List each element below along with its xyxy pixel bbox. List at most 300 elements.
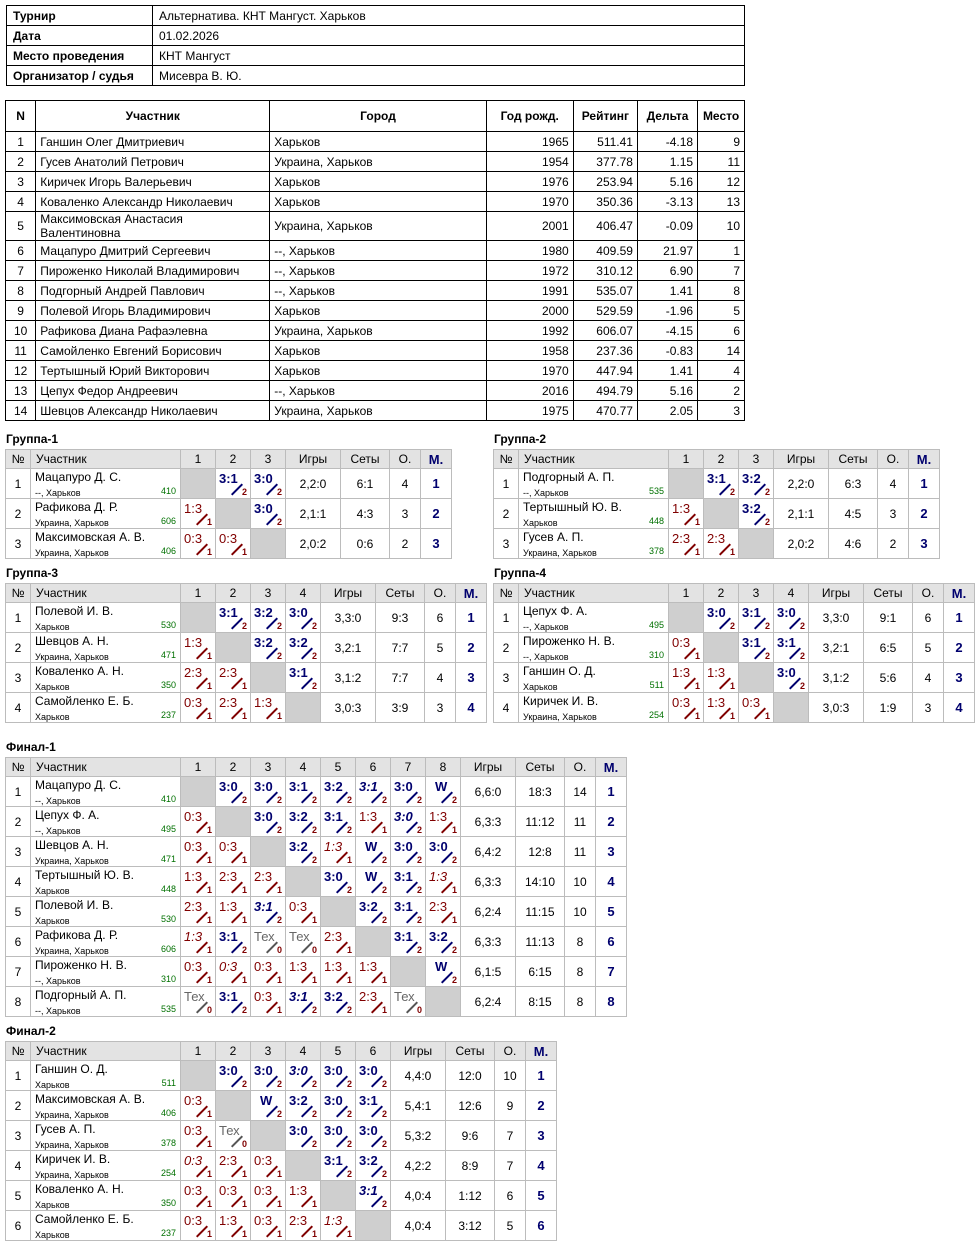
match-cell[interactable] bbox=[216, 469, 251, 499]
match-cell[interactable] bbox=[251, 1151, 286, 1181]
match-points: 2 bbox=[381, 885, 387, 895]
participant-name[interactable]: Ганшин О. Д. bbox=[35, 1062, 108, 1076]
participant-name[interactable]: Полевой И. В. bbox=[35, 898, 114, 912]
match-cell[interactable] bbox=[181, 1091, 216, 1121]
match-cell[interactable] bbox=[251, 897, 286, 927]
group-header-row bbox=[6, 1042, 557, 1061]
participant-name[interactable]: Киричек И. В. bbox=[35, 1152, 111, 1166]
match-score: 1:3 bbox=[219, 899, 238, 914]
match-cell[interactable] bbox=[774, 633, 809, 663]
match-cell[interactable] bbox=[391, 867, 426, 897]
match-cell[interactable] bbox=[391, 897, 426, 927]
table-cell: 9 bbox=[698, 132, 745, 152]
participant-name[interactable]: Цепух Ф. А. bbox=[523, 604, 588, 618]
group-title: Финал-1 bbox=[6, 740, 56, 754]
match-cell[interactable] bbox=[704, 469, 739, 499]
table-row bbox=[6, 361, 745, 381]
match-cell[interactable] bbox=[251, 927, 286, 957]
match-cell[interactable] bbox=[286, 1211, 321, 1241]
match-cell[interactable] bbox=[704, 663, 739, 693]
match-cell[interactable] bbox=[356, 957, 391, 987]
points-value: 3 bbox=[913, 693, 944, 723]
match-cell[interactable] bbox=[739, 603, 774, 633]
table-row bbox=[6, 301, 745, 321]
match-cell[interactable] bbox=[216, 529, 251, 559]
participant-cell bbox=[31, 957, 181, 987]
table-cell: 8 bbox=[698, 281, 745, 301]
match-points: 2 bbox=[311, 795, 317, 805]
match-cell[interactable] bbox=[669, 693, 704, 723]
match-cell[interactable] bbox=[181, 897, 216, 927]
match-points: 1 bbox=[694, 517, 700, 527]
match-cell[interactable] bbox=[356, 837, 391, 867]
match-points: 1 bbox=[206, 1229, 212, 1239]
place-value: 1 bbox=[421, 469, 452, 499]
group-table bbox=[5, 757, 627, 1017]
match-cell[interactable] bbox=[321, 1211, 356, 1241]
match-cell[interactable] bbox=[356, 867, 391, 897]
match-score: 2:3 bbox=[324, 929, 343, 944]
match-cell[interactable] bbox=[286, 603, 321, 633]
match-cell[interactable] bbox=[286, 777, 321, 807]
participant-name[interactable]: Тертышный Ю. В. bbox=[523, 500, 622, 514]
table-row bbox=[6, 633, 487, 663]
match-cell[interactable] bbox=[181, 867, 216, 897]
match-cell[interactable] bbox=[321, 1061, 356, 1091]
match-cell[interactable] bbox=[216, 1181, 251, 1211]
participant-name[interactable]: Пироженко Н. В. bbox=[35, 958, 127, 972]
match-points: 1 bbox=[311, 975, 317, 985]
participant-cell bbox=[519, 603, 669, 633]
match-cell[interactable] bbox=[251, 603, 286, 633]
participant-rating: 378 bbox=[648, 546, 664, 556]
group-table bbox=[5, 583, 487, 723]
table-cell: 5 bbox=[6, 212, 36, 241]
match-cell[interactable] bbox=[181, 693, 216, 723]
table-row bbox=[6, 132, 745, 152]
match-cell[interactable] bbox=[251, 777, 286, 807]
match-cell[interactable] bbox=[286, 807, 321, 837]
column-header: Участник bbox=[36, 101, 270, 132]
match-cell[interactable] bbox=[321, 987, 356, 1017]
match-points: 2 bbox=[311, 621, 317, 631]
match-cell[interactable] bbox=[669, 529, 704, 559]
diagonal-cell bbox=[286, 693, 321, 723]
match-cell[interactable] bbox=[426, 957, 461, 987]
match-cell[interactable] bbox=[321, 1121, 356, 1151]
match-cell[interactable] bbox=[216, 1061, 251, 1091]
games-value: 3,3:0 bbox=[321, 603, 376, 633]
diagonal-cell bbox=[704, 633, 739, 663]
column-header: М. bbox=[596, 758, 627, 777]
games-value: 2,0:2 bbox=[774, 529, 829, 559]
participant-rating: 471 bbox=[160, 854, 176, 864]
participant-name[interactable]: Самойленко Е. Б. bbox=[35, 694, 134, 708]
match-cell[interactable] bbox=[251, 469, 286, 499]
match-cell[interactable] bbox=[321, 807, 356, 837]
match-score: 3:1 bbox=[742, 635, 761, 650]
participant-name[interactable]: Пироженко Н. В. bbox=[523, 634, 615, 648]
table-row bbox=[6, 663, 487, 693]
match-score: 3:1 bbox=[324, 1153, 343, 1168]
sets-value: 1:12 bbox=[446, 1181, 495, 1211]
match-cell[interactable] bbox=[181, 663, 216, 693]
row-number: 4 bbox=[6, 693, 31, 723]
match-cell[interactable] bbox=[251, 807, 286, 837]
match-cell[interactable] bbox=[321, 867, 356, 897]
match-points: 2 bbox=[381, 1109, 387, 1119]
match-cell[interactable] bbox=[426, 807, 461, 837]
games-value: 2,0:2 bbox=[286, 529, 341, 559]
match-cell[interactable] bbox=[286, 633, 321, 663]
match-score: 0:3 bbox=[254, 1213, 273, 1228]
participant-name[interactable]: Полевой И. В. bbox=[35, 604, 114, 618]
participant-city: Украина, Харьков bbox=[35, 652, 109, 662]
column-header: О. bbox=[425, 584, 456, 603]
match-points: 2 bbox=[311, 855, 317, 865]
column-header: N bbox=[6, 101, 36, 132]
match-cell[interactable] bbox=[426, 897, 461, 927]
participant-cell bbox=[31, 663, 181, 693]
match-score: 0:3 bbox=[672, 695, 691, 710]
column-header: 2 bbox=[216, 1042, 251, 1061]
table-cell: Киричек Игорь Валерьевич bbox=[36, 172, 270, 192]
info-key: Турнир bbox=[7, 6, 153, 26]
match-cell[interactable] bbox=[216, 663, 251, 693]
games-value: 2,1:1 bbox=[286, 499, 341, 529]
match-cell[interactable] bbox=[181, 837, 216, 867]
match-points: 1 bbox=[381, 825, 387, 835]
participant-name[interactable]: Коваленко А. Н. bbox=[35, 664, 124, 678]
match-cell[interactable] bbox=[321, 1091, 356, 1121]
match-cell[interactable] bbox=[286, 1091, 321, 1121]
match-score: 3:1 bbox=[359, 1093, 378, 1108]
place-value: 2 bbox=[526, 1091, 557, 1121]
match-cell[interactable] bbox=[181, 1121, 216, 1151]
table-cell: 11 bbox=[698, 152, 745, 172]
table-cell: Цепух Федор Андреевич bbox=[36, 381, 270, 401]
table-cell: 10 bbox=[698, 212, 745, 241]
participant-cell bbox=[519, 499, 669, 529]
match-points: 1 bbox=[381, 975, 387, 985]
participant-name[interactable]: Тертышный Ю. В. bbox=[35, 868, 134, 882]
table-cell: Пироженко Николай Владимирович bbox=[36, 261, 270, 281]
match-cell[interactable] bbox=[251, 499, 286, 529]
match-cell[interactable] bbox=[286, 837, 321, 867]
participant-city: Украина, Харьков bbox=[35, 548, 109, 558]
table-cell: 5.16 bbox=[637, 172, 697, 192]
match-cell[interactable] bbox=[356, 1091, 391, 1121]
match-cell[interactable] bbox=[391, 927, 426, 957]
table-row bbox=[494, 499, 940, 529]
place-value: 1 bbox=[944, 603, 975, 633]
match-points: 1 bbox=[206, 1109, 212, 1119]
match-points: 1 bbox=[241, 547, 247, 557]
match-cell[interactable] bbox=[251, 693, 286, 723]
match-cell[interactable] bbox=[286, 927, 321, 957]
participant-name[interactable]: Рафикова Д. Р. bbox=[35, 500, 119, 514]
participant-name[interactable]: Гусев А. П. bbox=[523, 530, 584, 544]
match-cell[interactable] bbox=[739, 693, 774, 723]
match-points: 0 bbox=[416, 1005, 422, 1015]
column-header: Игры bbox=[774, 450, 829, 469]
match-cell[interactable] bbox=[216, 927, 251, 957]
match-score: 3:0 bbox=[324, 1063, 343, 1078]
table-cell: 13 bbox=[6, 381, 36, 401]
participant-name[interactable]: Шевцов А. Н. bbox=[35, 838, 109, 852]
match-cell[interactable] bbox=[181, 633, 216, 663]
table-row bbox=[6, 241, 745, 261]
match-cell[interactable] bbox=[426, 777, 461, 807]
match-cell[interactable] bbox=[251, 1211, 286, 1241]
match-cell[interactable] bbox=[181, 529, 216, 559]
games-value: 3,2:1 bbox=[321, 633, 376, 663]
match-cell[interactable] bbox=[356, 987, 391, 1017]
place-value: 2 bbox=[909, 499, 940, 529]
match-score: 3:2 bbox=[324, 779, 343, 794]
sets-value: 5:6 bbox=[864, 663, 913, 693]
diagonal-cell bbox=[181, 603, 216, 633]
match-cell[interactable] bbox=[391, 987, 426, 1017]
match-points: 2 bbox=[311, 1109, 317, 1119]
match-cell[interactable] bbox=[321, 777, 356, 807]
participant-name[interactable]: Цепух Ф. А. bbox=[35, 808, 100, 822]
participant-city: Харьков bbox=[35, 712, 70, 722]
match-cell[interactable] bbox=[251, 1091, 286, 1121]
match-cell[interactable] bbox=[216, 1211, 251, 1241]
match-cell[interactable] bbox=[391, 807, 426, 837]
match-cell[interactable] bbox=[286, 957, 321, 987]
row-number: 3 bbox=[494, 663, 519, 693]
match-cell[interactable] bbox=[739, 469, 774, 499]
match-cell[interactable] bbox=[704, 529, 739, 559]
column-header: О. bbox=[913, 584, 944, 603]
participant-name[interactable]: Рафикова Д. Р. bbox=[35, 928, 119, 942]
match-cell[interactable] bbox=[321, 927, 356, 957]
match-score: 3:0 bbox=[394, 839, 413, 854]
match-cell[interactable] bbox=[426, 927, 461, 957]
participant-city: --, Харьков bbox=[35, 976, 81, 986]
table-cell: 1 bbox=[698, 241, 745, 261]
match-points: 2 bbox=[311, 825, 317, 835]
match-cell[interactable] bbox=[216, 987, 251, 1017]
participant-cell bbox=[31, 1121, 181, 1151]
match-cell[interactable] bbox=[391, 777, 426, 807]
match-cell[interactable] bbox=[669, 663, 704, 693]
participant-name[interactable]: Максимовская А. В. bbox=[35, 1092, 146, 1106]
match-cell[interactable] bbox=[356, 807, 391, 837]
match-cell[interactable] bbox=[739, 499, 774, 529]
table-cell: 406.47 bbox=[573, 212, 637, 241]
match-points: 1 bbox=[451, 825, 457, 835]
table-cell: -0.09 bbox=[637, 212, 697, 241]
match-score: 0:3 bbox=[742, 695, 761, 710]
participant-city: --, Харьков bbox=[523, 622, 569, 632]
match-cell[interactable] bbox=[356, 1181, 391, 1211]
match-score: 3:2 bbox=[289, 809, 308, 824]
match-points: 2 bbox=[346, 1079, 352, 1089]
match-cell[interactable] bbox=[181, 1211, 216, 1241]
match-cell[interactable] bbox=[426, 837, 461, 867]
match-cell[interactable] bbox=[704, 693, 739, 723]
games-value: 6,2:4 bbox=[461, 987, 516, 1017]
table-cell: 6 bbox=[698, 321, 745, 341]
participant-name[interactable]: Подгорный А. П. bbox=[523, 470, 615, 484]
games-value: 3,1:2 bbox=[809, 663, 864, 693]
match-cell[interactable] bbox=[774, 663, 809, 693]
match-score: 2:3 bbox=[184, 665, 203, 680]
match-cell[interactable] bbox=[321, 837, 356, 867]
place-value: 2 bbox=[596, 807, 627, 837]
match-score: 2:3 bbox=[254, 869, 273, 884]
match-score: W bbox=[365, 839, 378, 854]
match-points: 2 bbox=[416, 855, 422, 865]
match-cell[interactable] bbox=[704, 603, 739, 633]
match-cell[interactable] bbox=[356, 1151, 391, 1181]
participant-city: Харьков bbox=[35, 1080, 70, 1090]
match-cell[interactable] bbox=[356, 1121, 391, 1151]
match-score: 3:2 bbox=[254, 635, 273, 650]
match-cell[interactable] bbox=[181, 499, 216, 529]
match-cell[interactable] bbox=[216, 777, 251, 807]
participant-name[interactable]: Мацапуро Д. С. bbox=[35, 778, 122, 792]
participant-city: --, Харьков bbox=[35, 1006, 81, 1016]
match-cell[interactable] bbox=[216, 603, 251, 633]
participant-name[interactable]: Гусев А. П. bbox=[35, 1122, 96, 1136]
table-cell: 494.79 bbox=[573, 381, 637, 401]
match-cell[interactable] bbox=[774, 603, 809, 633]
match-cell[interactable] bbox=[286, 987, 321, 1017]
column-header: 5 bbox=[321, 758, 356, 777]
match-cell[interactable] bbox=[251, 633, 286, 663]
match-cell[interactable] bbox=[251, 1181, 286, 1211]
column-header: 4 bbox=[774, 584, 809, 603]
match-score: 2:3 bbox=[289, 1213, 308, 1228]
match-points: 2 bbox=[241, 487, 247, 497]
participant-rating: 350 bbox=[160, 680, 176, 690]
match-score: 3:1 bbox=[219, 929, 238, 944]
points-value: 8 bbox=[565, 927, 596, 957]
match-cell[interactable] bbox=[251, 867, 286, 897]
table-cell: 1954 bbox=[486, 152, 573, 172]
participant-cell bbox=[31, 1061, 181, 1091]
match-score: 3:1 bbox=[219, 989, 238, 1004]
match-cell[interactable] bbox=[286, 897, 321, 927]
match-score: 1:3 bbox=[184, 501, 203, 516]
match-cell[interactable] bbox=[181, 1181, 216, 1211]
column-header: О. bbox=[390, 450, 421, 469]
match-cell[interactable] bbox=[391, 837, 426, 867]
match-cell[interactable] bbox=[321, 1151, 356, 1181]
participant-name[interactable]: Подгорный А. П. bbox=[35, 988, 127, 1002]
match-cell[interactable] bbox=[286, 1061, 321, 1091]
participant-city: Харьков bbox=[523, 518, 558, 528]
match-score: 3:1 bbox=[289, 989, 308, 1004]
match-cell[interactable] bbox=[251, 987, 286, 1017]
participant-name[interactable]: Ганшин О. Д. bbox=[523, 664, 596, 678]
match-cell[interactable] bbox=[216, 837, 251, 867]
match-cell[interactable] bbox=[251, 957, 286, 987]
sets-value: 3:9 bbox=[376, 693, 425, 723]
match-cell[interactable] bbox=[286, 663, 321, 693]
match-cell[interactable] bbox=[216, 1121, 251, 1151]
match-score: 1:3 bbox=[184, 635, 203, 650]
match-cell[interactable] bbox=[216, 1151, 251, 1181]
column-header: 2 bbox=[216, 584, 251, 603]
participant-name[interactable]: Шевцов А. Н. bbox=[35, 634, 109, 648]
diagonal-cell bbox=[251, 663, 286, 693]
match-cell[interactable] bbox=[669, 499, 704, 529]
table-cell: --, Харьков bbox=[270, 281, 486, 301]
match-score: 0:3 bbox=[289, 899, 308, 914]
participant-name[interactable]: Киричек И. В. bbox=[523, 694, 599, 708]
column-header: Сеты bbox=[516, 758, 565, 777]
match-cell[interactable] bbox=[356, 777, 391, 807]
match-score: 3:2 bbox=[289, 839, 308, 854]
diagonal-cell bbox=[251, 837, 286, 867]
match-cell[interactable] bbox=[286, 1181, 321, 1211]
match-points: 1 bbox=[346, 945, 352, 955]
match-cell[interactable] bbox=[216, 957, 251, 987]
match-points: 1 bbox=[206, 651, 212, 661]
match-cell[interactable] bbox=[216, 693, 251, 723]
table-cell: 2000 bbox=[486, 301, 573, 321]
table-cell: 8 bbox=[6, 281, 36, 301]
participant-cell bbox=[31, 469, 181, 499]
match-score: 3:1 bbox=[394, 929, 413, 944]
column-header: 3 bbox=[251, 1042, 286, 1061]
participant-name[interactable]: Мацапуро Д. С. bbox=[35, 470, 122, 484]
match-cell[interactable] bbox=[181, 807, 216, 837]
table-cell: 409.59 bbox=[573, 241, 637, 261]
match-cell[interactable] bbox=[286, 1121, 321, 1151]
match-points: 2 bbox=[276, 825, 282, 835]
match-cell[interactable] bbox=[356, 897, 391, 927]
match-cell[interactable] bbox=[216, 897, 251, 927]
place-value: 2 bbox=[456, 633, 487, 663]
table-row bbox=[494, 663, 975, 693]
match-cell[interactable] bbox=[216, 867, 251, 897]
match-cell[interactable] bbox=[669, 633, 704, 663]
row-number: 1 bbox=[6, 469, 31, 499]
match-cell[interactable] bbox=[181, 927, 216, 957]
participant-name[interactable]: Коваленко А. Н. bbox=[35, 1182, 124, 1196]
diagonal-cell bbox=[426, 987, 461, 1017]
match-score: 0:3 bbox=[219, 1183, 238, 1198]
match-cell[interactable] bbox=[356, 1061, 391, 1091]
match-score: 3:2 bbox=[289, 1093, 308, 1108]
match-cell[interactable] bbox=[181, 987, 216, 1017]
match-score: 1:3 bbox=[184, 869, 203, 884]
match-points: 2 bbox=[346, 1169, 352, 1179]
column-header: Игры bbox=[461, 758, 516, 777]
participant-name[interactable]: Самойленко Е. Б. bbox=[35, 1212, 134, 1226]
place-value: 3 bbox=[421, 529, 452, 559]
table-cell: 253.94 bbox=[573, 172, 637, 192]
match-cell[interactable] bbox=[251, 1061, 286, 1091]
match-cell[interactable] bbox=[181, 957, 216, 987]
match-cell[interactable] bbox=[321, 957, 356, 987]
participant-rating: 495 bbox=[160, 824, 176, 834]
match-score: 3:0 bbox=[429, 839, 448, 854]
match-cell[interactable] bbox=[426, 867, 461, 897]
info-value: КНТ Мангуст bbox=[153, 46, 745, 66]
column-header: 5 bbox=[321, 1042, 356, 1061]
participant-name[interactable]: Максимовская А. В. bbox=[35, 530, 146, 544]
match-cell[interactable] bbox=[181, 1151, 216, 1181]
match-cell[interactable] bbox=[739, 633, 774, 663]
match-points: 1 bbox=[276, 885, 282, 895]
